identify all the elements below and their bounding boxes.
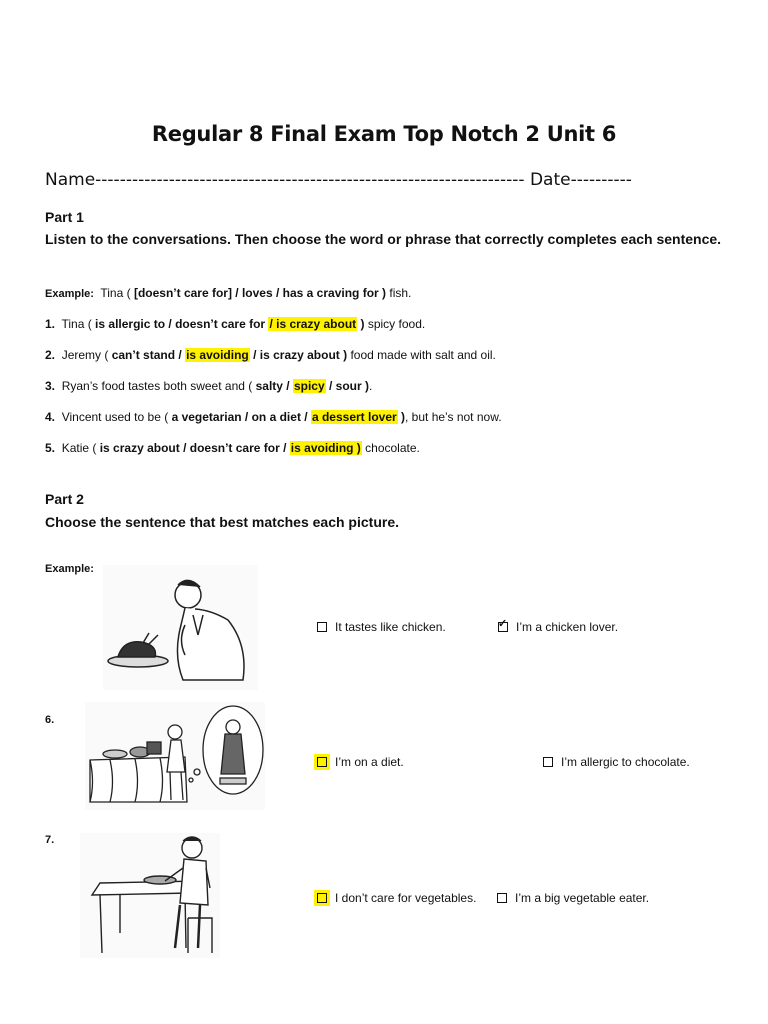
checked-checkbox-icon[interactable]: ✓ (498, 618, 508, 630)
part1-example (45, 286, 411, 300)
option-label: It tastes like chicken. (335, 620, 446, 634)
question-7-option-2[interactable] (497, 891, 649, 905)
question-5 (45, 441, 420, 455)
question-choices: is allergic to / doesn’t care for (95, 317, 266, 331)
question-post: food made with salt and oil. (350, 348, 496, 362)
question-choices-end: / is crazy about ) (253, 348, 348, 362)
question-post: . (369, 379, 373, 393)
example-option-1[interactable] (317, 620, 446, 634)
highlighted-answer: / is crazy about (269, 317, 357, 331)
part1-instruction: Listen to the conversations. Then choose the word or phrase that correctly completes each sentence. (45, 231, 722, 247)
question-7-number: 7. (45, 834, 55, 846)
highlighted-answer: spicy (293, 379, 325, 393)
question-6-option-2[interactable] (543, 755, 690, 769)
question-2 (45, 348, 496, 362)
example-pre: Tina ( (100, 286, 131, 300)
question-1 (45, 317, 425, 331)
question-choices: can’t stand / (111, 348, 182, 362)
part2-example-label: Example: (45, 563, 94, 575)
question-post: chocolate. (365, 441, 420, 455)
exam-title: Regular 8 Final Exam Top Notch 2 Unit 6 (151, 122, 617, 146)
option-label: I’m a chicken lover. (516, 620, 619, 634)
checkbox-icon[interactable] (497, 893, 507, 903)
question-pre: Jeremy ( (61, 348, 109, 362)
question-pre: Katie ( (61, 441, 97, 455)
question-choices: salty / (255, 379, 290, 393)
example-post: fish. (389, 286, 412, 300)
man-eating-chicken-illustration (103, 565, 258, 690)
option-label: I’m a big vegetable eater. (515, 891, 650, 905)
woman-at-buffet-illustration (85, 702, 265, 810)
question-3 (45, 379, 372, 393)
question-pre: Tina ( (61, 317, 92, 331)
highlighted-answer: is avoiding (186, 348, 249, 362)
highlighted-checkbox-icon[interactable] (317, 893, 327, 903)
highlighted-answer: a dessert lover (311, 410, 397, 424)
question-choices: a vegetarian / on a diet / (171, 410, 308, 424)
checkbox-icon[interactable] (543, 757, 553, 767)
example-option-2[interactable] (498, 620, 618, 634)
question-pre: Vincent used to be ( (61, 410, 169, 424)
question-choices-end: / sour ) (329, 379, 370, 393)
question-number: 5. (45, 441, 56, 455)
question-7-option-1[interactable] (317, 891, 476, 905)
option-label: I don’t care for vegetables. (335, 891, 477, 905)
question-4 (45, 410, 502, 424)
question-post: , but he’s not now. (405, 410, 502, 424)
checkbox-icon[interactable] (317, 622, 327, 632)
part2-heading: Part 2 (45, 491, 84, 507)
question-number: 2. (45, 348, 56, 362)
name-date-line: Name---------------------------------------------------------------------- Date---------- (45, 170, 632, 190)
option-label: I’m on a diet. (335, 755, 404, 769)
question-number: 1. (45, 317, 56, 331)
example-label: Example: (45, 288, 94, 300)
highlighted-checkbox-icon[interactable] (317, 757, 327, 767)
part1-heading: Part 1 (45, 209, 84, 225)
highlighted-answer: is avoiding ) (290, 441, 361, 455)
question-pre: Ryan’s food tastes both sweet and ( (61, 379, 253, 393)
part2-instruction: Choose the sentence that best matches each picture. (45, 514, 399, 530)
question-6-option-1[interactable] (317, 755, 404, 769)
question-number: 3. (45, 379, 56, 393)
example-choices: [doesn’t care for] / loves / has a craving for ) (133, 286, 387, 300)
question-choices: is crazy about / doesn’t care for / (99, 441, 287, 455)
question-post: spicy food. (367, 317, 426, 331)
question-number: 4. (45, 410, 56, 424)
man-at-table-illustration (80, 833, 220, 958)
question-choices-end: ) (401, 410, 406, 424)
option-label: I’m allergic to chocolate. (561, 755, 690, 769)
question-choices-end: ) (360, 317, 365, 331)
question-6-number: 6. (45, 714, 55, 726)
